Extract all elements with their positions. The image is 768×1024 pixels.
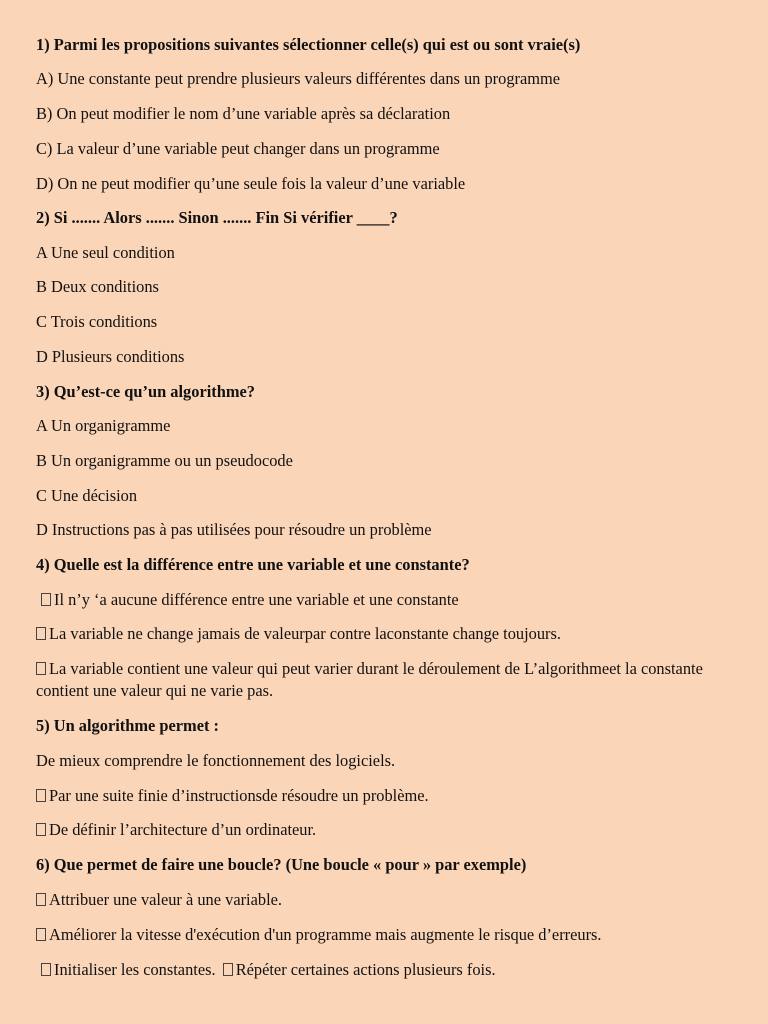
question-3-title: 3) Qu’est-ce qu’un algorithme? bbox=[36, 382, 255, 401]
checkbox-icon bbox=[36, 627, 46, 640]
question-1-option-c: C) La valeur d’une variable peut changer dans un programme bbox=[36, 139, 440, 158]
question-3-option-a: A Un organigramme bbox=[36, 416, 171, 435]
question-6-option-3-4 bbox=[41, 959, 741, 981]
checkbox-icon bbox=[36, 823, 46, 836]
question-4-option-2 bbox=[36, 623, 736, 645]
question-6-option-1 bbox=[36, 889, 736, 911]
question-1-option-d: D) On ne peut modifier qu’une seule fois la valeur d’une variable bbox=[36, 174, 466, 193]
checkbox-icon bbox=[36, 789, 46, 802]
option-text: Initialiser les constantes. bbox=[54, 960, 216, 979]
checkbox-icon bbox=[36, 928, 46, 941]
question-1-option-a: A) Une constante peut prendre plusieurs valeurs différentes dans un programme bbox=[36, 69, 561, 88]
question-4-option-1 bbox=[41, 589, 741, 611]
question-3-option-d: D Instructions pas à pas utilisées pour résoudre un problème bbox=[36, 520, 432, 539]
question-2-title: 2) Si ....... Alors ....... Sinon ....... Fin Si vérifier ____? bbox=[36, 208, 398, 227]
checkbox-icon bbox=[36, 893, 46, 906]
checkbox-icon bbox=[36, 662, 46, 675]
question-5-option-1: De mieux comprendre le fonctionnement des logiciels. bbox=[36, 751, 396, 770]
option-text: Attribuer une valeur à une variable. bbox=[49, 890, 283, 909]
question-1-title: 1) Parmi les propositions suivantes sélectionner celle(s) qui est ou sont vraie(s) bbox=[36, 35, 581, 54]
question-2-option-c: C Trois conditions bbox=[36, 312, 158, 331]
question-4-option-3 bbox=[36, 658, 726, 702]
option-text: Améliorer la vitesse d'exécution d'un programme mais augmente le risque d’erreurs. bbox=[49, 925, 602, 944]
question-5-option-3 bbox=[36, 819, 736, 841]
option-text: La variable contient une valeur qui peut varier durant le déroulement de L’algorithmeet la constante contient une valeur qui ne varie pas. bbox=[36, 659, 703, 700]
question-4-title: 4) Quelle est la différence entre une variable et une constante? bbox=[36, 555, 470, 574]
option-text: Répéter certaines actions plusieurs fois. bbox=[235, 960, 496, 979]
option-text: Par une suite finie d’instructionsde résoudre un problème. bbox=[49, 786, 429, 805]
question-6-title: 6) Que permet de faire une boucle? (Une boucle « pour » par exemple) bbox=[36, 855, 527, 874]
question-5-title: 5) Un algorithme permet : bbox=[36, 716, 219, 735]
question-2-option-a: A Une seul condition bbox=[36, 243, 175, 262]
question-5-option-2 bbox=[36, 785, 736, 807]
question-2-option-d: D Plusieurs conditions bbox=[36, 347, 185, 366]
option-text: La variable ne change jamais de valeurpar contre laconstante change toujours. bbox=[49, 624, 561, 643]
question-3-option-b: B Un organigramme ou un pseudocode bbox=[36, 451, 293, 470]
checkbox-icon bbox=[41, 963, 51, 976]
checkbox-icon bbox=[223, 963, 233, 976]
option-text: Il n’y ‘a aucune différence entre une variable et une constante bbox=[54, 590, 459, 609]
question-6-option-2 bbox=[36, 924, 736, 946]
question-2-option-b: B Deux conditions bbox=[36, 277, 159, 296]
checkbox-icon bbox=[41, 593, 51, 606]
question-3-option-c: C Une décision bbox=[36, 486, 138, 505]
option-text: De définir l’architecture d’un ordinateur. bbox=[49, 820, 317, 839]
question-1-option-b: B) On peut modifier le nom d’une variable après sa déclaration bbox=[36, 104, 451, 123]
